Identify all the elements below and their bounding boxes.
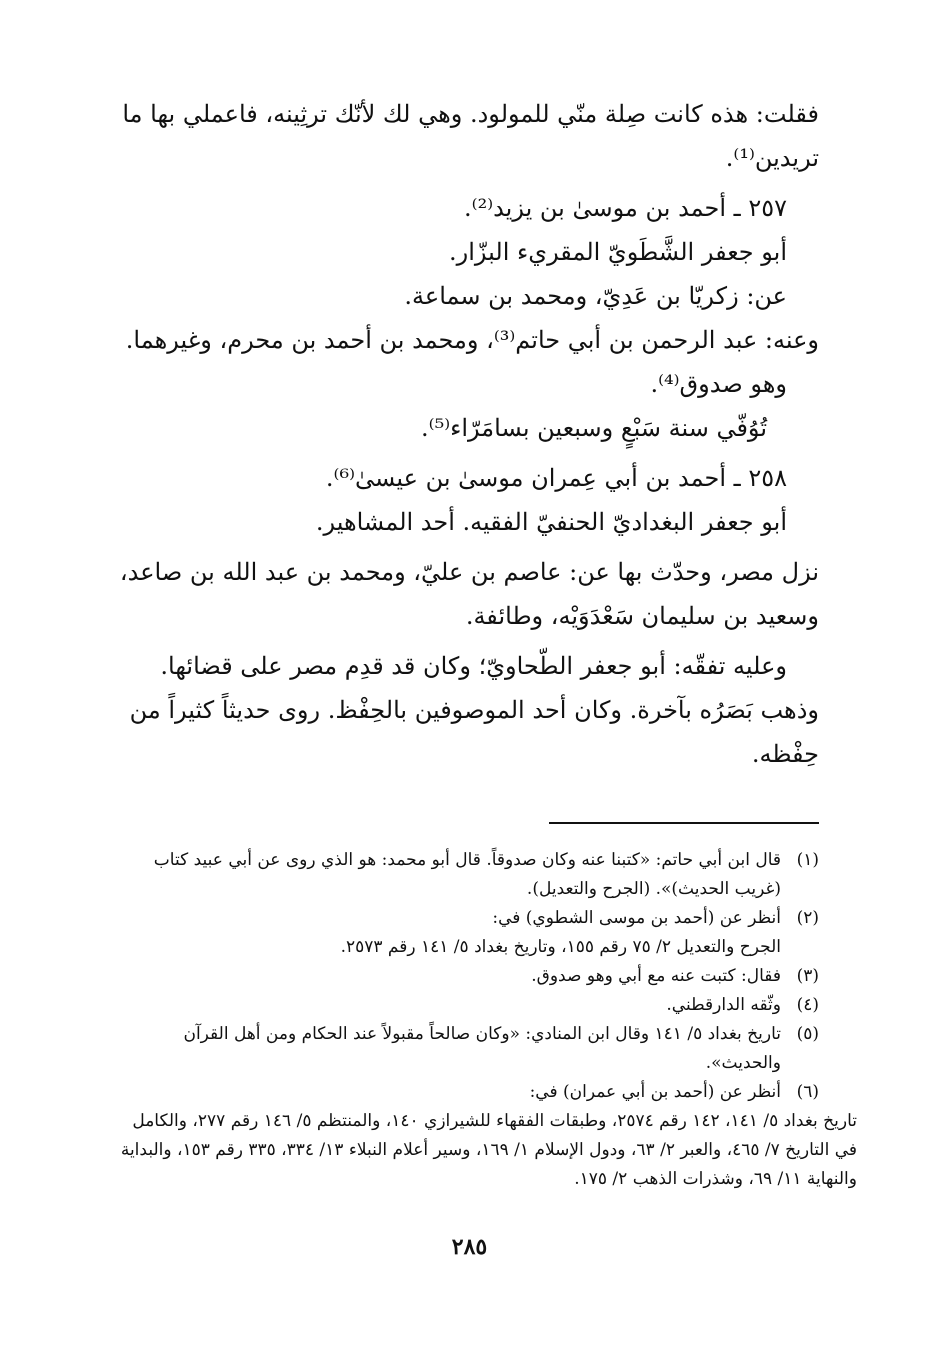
footnote-text: أنظر عن (أحمد بن أبي عمران) في: <box>529 1082 781 1102</box>
paragraph: وهو صدوق⁽⁴⁾. <box>650 370 787 398</box>
paragraph: تُوُفّي سنة سَبْعٍ وسبعين بسامَرّاء⁽⁵⁾. <box>421 414 767 442</box>
footnote-text: الجرح والتعديل ٢/ ٧٥ رقم ١٥٥، وتاريخ بغداد ٥/ ١٤١ رقم ٢٥٧٣. <box>340 937 781 957</box>
footnote-text: فقال: كتبت عنه مع أبي وهو صدوق. <box>531 966 781 986</box>
footnote-divider <box>549 822 819 824</box>
page-number: ٢٨٥ <box>451 1234 488 1260</box>
paragraph: وعنه: عبد الرحمن بن أبي حاتم⁽³⁾، ومحمد بن أحمد بن محرم، وغيرهما. <box>125 326 819 354</box>
paragraph: فقلت: هذه كانت صِلة منّي للمولود. وهي لك لأنّك ترثِينه، فاعملي بها ما تريدين⁽¹⁾. <box>122 100 819 172</box>
footnote-number: (٣) <box>796 966 819 986</box>
footnote <box>109 962 819 991</box>
footnote-text: قال ابن أبي حاتم: «كتبنا عنه وكان صدوقاً. قال أبو محمد: هو الذي روى عن أبي عبيد كتاب (غريب الحديث)». (الجرح والتعديل). <box>153 850 781 899</box>
footnote-number: (٢) <box>796 908 819 928</box>
footnote-number: (٥) <box>796 1024 819 1044</box>
paragraph: وعليه تفقّه: أبو جعفر الطّحاويّ؛ وكان قد قدِم مصر على قضائها. <box>160 652 787 680</box>
paragraph: وذهب بَصَرُه بآخرة. وكان أحد الموصوفين بالحِفْظ. روى حديثاً كثيراً من حِفْظه. <box>129 696 819 768</box>
footnote <box>109 1078 819 1107</box>
paragraph: أبو جعفر البغداديّ الحنفيّ الفقيه. أحد المشاهير. <box>315 508 787 536</box>
footnote <box>109 904 819 962</box>
footnote <box>109 1020 819 1078</box>
footnote-text: أنظر عن (أحمد بن موسى الشطوي) في: <box>492 908 781 928</box>
footnote-text: تاريخ بغداد ٥/ ١٤١ وقال ابن المنادي: «وكان صالحاً مقبولاً عند الحكام ومن أهل القرآن والحديث». <box>183 1024 781 1073</box>
footnotes <box>109 846 857 1194</box>
footnote-number: (١) <box>796 850 819 870</box>
footnote-text: وثّقه الدارقطني. <box>666 995 781 1015</box>
entry-heading-258: ٢٥٨ ـ أحمد بن أبي عِمران موسىٰ بن عيسىٰ⁽⁶⁾. <box>325 464 787 492</box>
paragraph: نزل مصر، وحدّث بها عن: عاصم بن عليّ، ومحمد بن عبد الله بن صاعد، وسعيد بن سليمان سَعْدَوَيْه، وطائفة. <box>119 558 819 630</box>
paragraph: أبو جعفر الشَّطَويّ المقريء البزّار. <box>449 238 787 266</box>
footnote-number: (٦) <box>796 1082 819 1102</box>
paragraph: عن: زكريّا بن عَدِيّ، ومحمد بن سماعة. <box>404 282 787 310</box>
footnote <box>109 991 819 1020</box>
main-text <box>109 92 819 776</box>
footnote <box>109 846 819 904</box>
footnote-text: تاريخ بغداد ٥/ ١٤١، ١٤٢ رقم ٢٥٧٤، وطبقات الفقهاء للشيرازي ١٤٠، والمنتظم ٥/ ١٤٦ رقم ٢٧٧، والكامل في التاريخ ٧/ ٤٦٥، والعبر ٢/ ٦٣، ودول الإسلام ١/ ١٦٩، وسير أعلام النبلاء ١٣/ ٣٣٤، ٣٣٥ رقم ١٥٣، والبداية والنهاية ١١/ ٦٩، وشذرات الذهب ٢/ ١٧٥. <box>120 1111 857 1189</box>
footnote-number: (٤) <box>796 995 819 1015</box>
entry-heading-257: ٢٥٧ ـ أحمد بن موسىٰ بن يزيد⁽²⁾. <box>464 194 787 222</box>
